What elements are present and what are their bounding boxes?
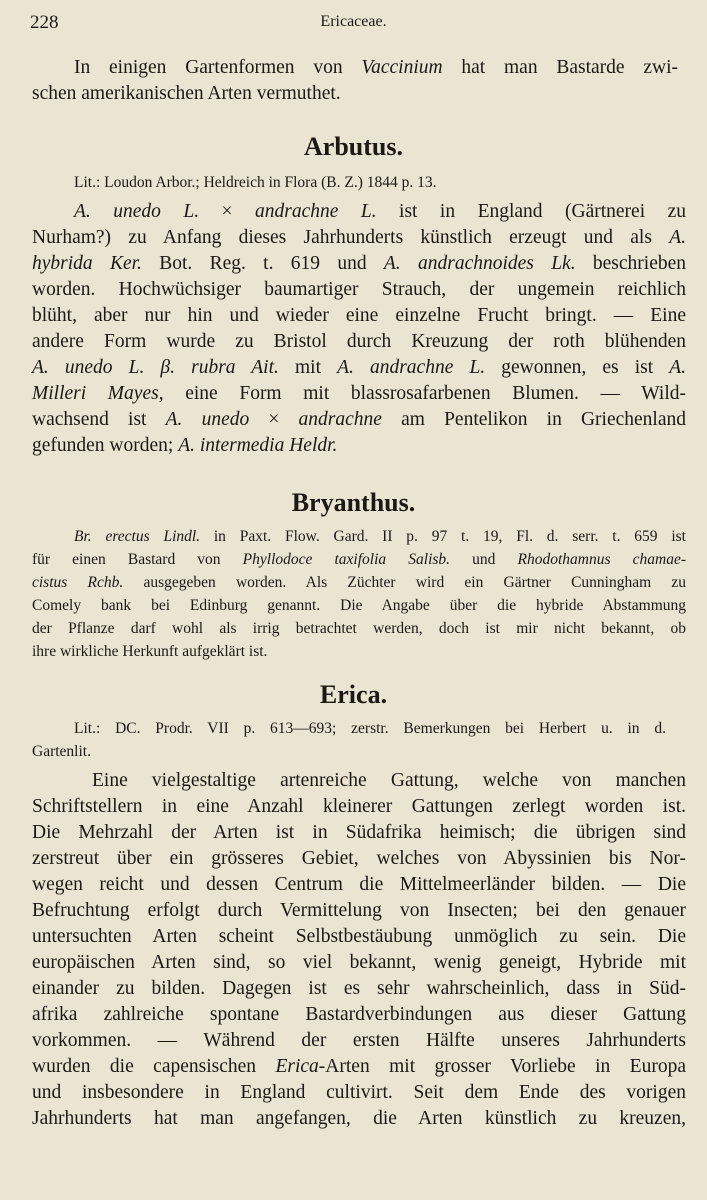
text-segment: und (450, 551, 518, 568)
italic-text: A. unedo L. (74, 201, 200, 222)
literature-line: Gartenlit. (32, 743, 91, 760)
text-segment: und insbesondere in England cultivirt. Seit dem Ende des vorigen (32, 1082, 686, 1103)
italic-text: Erica (275, 1056, 319, 1077)
text-segment: ist in England (Gärtnerei zu (376, 201, 686, 222)
italic-text: andrachne (298, 409, 382, 430)
text-segment: schen amerikanischen Arten vermuthet. (32, 83, 341, 104)
text-line (32, 898, 686, 924)
italic-text: A. unedo L. β. rubra Ait. (32, 357, 279, 378)
text-segment: Schriftstellern in eine Anzahl kleinerer Gattungen zerlegt worden ist. (32, 796, 686, 817)
text-line (32, 1028, 686, 1054)
text-segment: In einigen Gartenformen von (74, 57, 362, 78)
text-segment: afrika zahlreiche spontane Bastardverbindungen aus dieser Gattung (32, 1004, 686, 1025)
text-line (32, 595, 686, 617)
text-line (32, 225, 686, 251)
text-segment: -Arten mit grosser Vorliebe in Europa (318, 1056, 686, 1077)
text-segment: mit (278, 357, 338, 378)
text-segment: worden. Hochwüchsiger baumartiger Strauch, der ungemein reichlich (32, 279, 686, 300)
text-line (32, 846, 686, 872)
literature-line: Lit.: DC. Prodr. VII p. 613—693; zerstr. Bemerkungen bei Herbert u. in d. (74, 720, 666, 737)
text-segment: Bot. Reg. t. 619 und (141, 253, 384, 274)
text-segment: ausgegeben worden. Als Züchter wird ein Gärtner Cunningham zu (123, 574, 686, 591)
text-segment: , eine Form mit blassrosafarbenen Blumen. — Wild- (158, 383, 686, 404)
text-segment: Nurham?) zu Anfang dieses Jahrhunderts künstlich erzeugt und als (32, 227, 670, 248)
italic-text: andrachne L. (255, 201, 377, 222)
text-segment: gewonnen, es ist (485, 357, 670, 378)
text-line (74, 55, 678, 81)
text-segment: wachsend ist (32, 409, 166, 430)
section-heading-erica: Erica. (319, 680, 388, 709)
text-line (32, 872, 686, 898)
italic-text: Br. erectus Lindl. (74, 528, 201, 545)
text-segment: Die Mehrzahl der Arten ist in Südafrika heimisch; die übrigen sind (32, 822, 686, 843)
italic-text: A. intermedia Heldr. (178, 435, 338, 456)
italic-text: A. andrachnoides Lk. (383, 253, 576, 274)
text-line (32, 820, 686, 846)
text-line (32, 1080, 686, 1106)
running-title: Ericaceae. (320, 13, 387, 30)
italic-text: cistus Rchb. (32, 574, 124, 591)
text-line (32, 1002, 686, 1028)
text-segment: andere Form wurde zu Bristol durch Kreuzung der roth blühenden (32, 331, 686, 352)
italic-text: Phyllodoce taxifolia Salisb. (242, 551, 451, 568)
text-line (32, 549, 686, 571)
text-segment: für einen Bastard von (32, 551, 243, 568)
text-line (32, 381, 686, 407)
text-line (32, 976, 686, 1002)
text-segment: hat man Bastarde zwi- (442, 57, 678, 78)
italic-text: A. (669, 227, 686, 248)
text-segment: beschrieben (575, 253, 687, 274)
text-segment: untersuchten Arten scheint Selbstbestäubung unmöglich zu sein. Die (32, 926, 686, 947)
text-line (32, 303, 686, 329)
text-segment: der Pflanze darf wohl als irrig betrachtet werden, doch ist mir nicht bekannt, ob (32, 620, 686, 637)
text-line (32, 1106, 686, 1132)
text-line (32, 618, 686, 640)
text-line (32, 355, 686, 381)
text-line (92, 768, 686, 794)
text-line (32, 433, 686, 459)
section-heading-arbutus: Arbutus. (304, 132, 403, 161)
italic-text: A. (669, 357, 687, 378)
italic-text: Milleri Mayes (32, 383, 159, 404)
text-line (32, 794, 686, 820)
text-line (32, 641, 686, 663)
text-segment: wurden die capensischen (32, 1056, 276, 1077)
text-segment: blüht, aber nur hin und wieder eine einzelne Frucht bringt. — Eine (32, 305, 686, 326)
italic-text: hybrida Ker. (32, 253, 142, 274)
section-heading-bryanthus: Bryanthus. (291, 488, 416, 517)
text-line (32, 81, 678, 107)
text-line (32, 1054, 686, 1080)
text-segment: Jahrhunderts hat man angefangen, die Arten künstlich zu kreuzen, (32, 1108, 686, 1129)
text-segment: vorkommen. — Während der ersten Hälfte unseres Jahrhunderts (32, 1030, 686, 1051)
text-segment: ihre wirkliche Herkunft aufgeklärt ist. (32, 643, 268, 660)
text-segment: in Paxt. Flow. Gard. II p. 97 t. 19, Fl. d. serr. t. 659 ist (200, 528, 686, 545)
text-line (74, 199, 686, 225)
italic-text: A. andrachne L. (337, 357, 486, 378)
text-segment: am Pentelikon in Griechenland (381, 409, 687, 430)
text-segment: × (199, 201, 256, 222)
text-line (32, 572, 686, 594)
literature-line: Lit.: Loudon Arbor.; Heldreich in Flora (B. Z.) 1844 p. 13. (74, 174, 437, 191)
text-line (32, 924, 686, 950)
text-line (32, 329, 686, 355)
text-segment: Befruchtung erfolgt durch Vermittelung von Insecten; bei den genauer (32, 900, 686, 921)
text-line (32, 950, 686, 976)
page-number: 228 (30, 12, 59, 33)
italic-text: A. unedo (165, 409, 250, 430)
text-line (74, 526, 686, 548)
text-segment: wegen reicht und dessen Centrum die Mittelmeerländer bilden. — Die (32, 874, 686, 895)
text-segment: einander zu bilden. Dagegen ist es sehr wahrscheinlich, dass in Süd- (32, 978, 686, 999)
text-line (32, 407, 686, 433)
italic-text: Rhodothamnus chamae- (517, 551, 686, 568)
running-header (30, 12, 677, 36)
text-segment: europäischen Arten sind, so viel bekannt, wenig geneigt, Hybride mit (32, 952, 686, 973)
text-segment: gefunden worden; (32, 435, 179, 456)
italic-text: Vaccinium (361, 57, 443, 78)
text-segment: zerstreut über ein grösseres Gebiet, welches von Abyssinien bis Nor- (32, 848, 686, 869)
text-line (32, 277, 686, 303)
text-segment: × (249, 409, 299, 430)
text-segment: Comely bank bei Edinburg genannt. Die Angabe über die hybride Abstammung (32, 597, 686, 614)
text-segment: Eine vielgestaltige artenreiche Gattung, welche von manchen (92, 770, 686, 791)
text-line (32, 251, 686, 277)
